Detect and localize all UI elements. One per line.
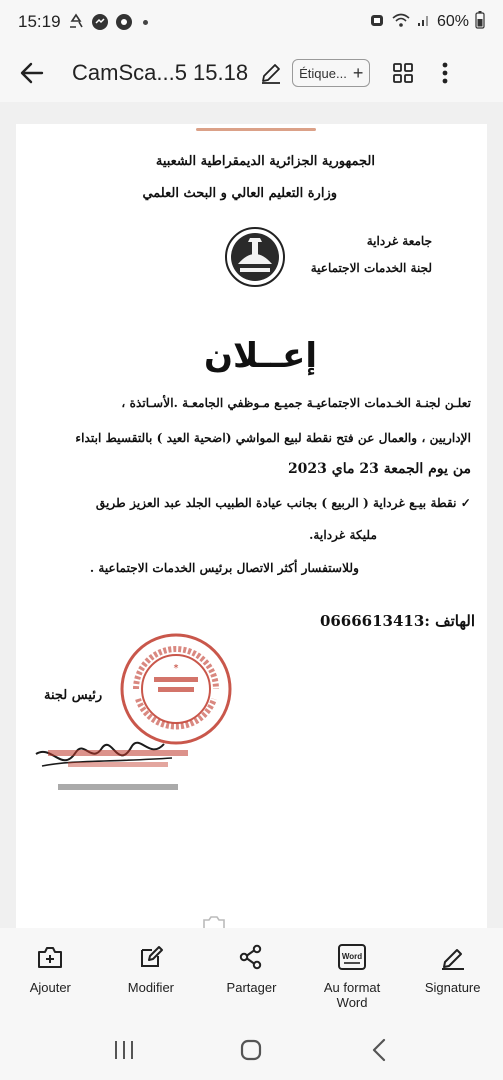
page-top-mark [196, 128, 316, 131]
document-title[interactable]: CamSca...5 15.18 [72, 60, 249, 85]
edit-label: Modifier [127, 980, 175, 995]
home-icon[interactable] [231, 1030, 271, 1070]
wifi-icon [391, 12, 411, 33]
share-button[interactable] [201, 928, 302, 1020]
alarm-icon [369, 12, 385, 33]
signature-button[interactable] [402, 928, 503, 1020]
add-label: Ajouter [29, 980, 71, 995]
body-line: وللاستفسار أكثر الاتصال برئيس الخدمات الاجتماعية . [89, 561, 359, 575]
next-page-preview [16, 898, 487, 928]
back-arrow-icon[interactable] [20, 56, 54, 90]
grid-view-icon[interactable] [390, 60, 416, 86]
svg-text:*: * [173, 663, 179, 674]
signature-title: رئيس لجنة [44, 688, 103, 703]
edit-button[interactable] [101, 928, 202, 1020]
word-icon [337, 942, 367, 972]
recycle-icon [67, 13, 85, 31]
battery-icon [475, 11, 485, 34]
app-bar [0, 44, 503, 102]
more-options-icon[interactable] [436, 60, 454, 86]
signature-stamp-icon [38, 744, 198, 804]
messenger-icon [91, 13, 109, 31]
app-notification-icon [115, 13, 133, 31]
body-line: الإداريين ، والعمال عن فتح نقطة لبيع المواشي (اضحية العيد ) بالتقسيط ابتداء [75, 431, 471, 445]
edit-icon [136, 942, 166, 972]
body-line: تعلـن لجنـة الخـدمات الاجتماعيـة جميـع مـوظفي الجامعـة .الأسـاتذة ، [121, 396, 471, 410]
header-republic: الجمهورية الجزائرية الديمقراطية الشعبية [155, 154, 375, 169]
word-format-button[interactable] [302, 928, 403, 1020]
add-photo-icon [35, 942, 65, 972]
back-nav-icon[interactable] [359, 1030, 399, 1070]
document-page [16, 124, 487, 928]
committee-name: لجنة الخدمات الاجتماعية [310, 261, 432, 275]
add-tag-icon: + [352, 63, 364, 83]
camera-placeholder-icon [202, 914, 226, 928]
share-icon [236, 942, 266, 972]
signal-icon [417, 13, 431, 32]
signature-label: Signature [424, 980, 481, 995]
university-logo-icon [224, 226, 286, 288]
add-button[interactable] [0, 928, 101, 1020]
system-nav-bar [0, 1020, 503, 1080]
recent-apps-icon[interactable] [104, 1030, 144, 1070]
university-name: جامعة غرداية [366, 234, 432, 248]
document-viewer[interactable] [0, 102, 503, 928]
announcement-title: إعــلان [204, 336, 317, 376]
bottom-toolbar [0, 928, 503, 1020]
more-notifications-dot [143, 20, 148, 25]
status-right [369, 11, 485, 34]
share-label: Partager [226, 980, 277, 995]
tag-chip[interactable] [292, 59, 370, 87]
status-left [18, 12, 148, 32]
body-line: مليكة غرداية. [309, 528, 377, 542]
svg-text:Word: Word [341, 952, 363, 961]
body-line: من يوم الجمعة 23 ماي 2023 [287, 461, 471, 477]
header-ministry: وزارة التعليم العالي و البحث العلمي [142, 186, 337, 201]
status-bar [0, 0, 503, 44]
clock: 15:19 [18, 12, 61, 31]
battery-percent: 60% [436, 13, 469, 30]
rename-pencil-icon[interactable] [258, 60, 284, 86]
signature-icon [438, 942, 468, 972]
body-line: ✓ نقطة بيـع غرداية ( الربيع ) بجانب عيادة الطبيب الجلد عبد العزيز طريق [95, 496, 471, 510]
phone-number: الهاتف :0666613413 [319, 612, 475, 630]
word-format-label: Au format Word [323, 980, 381, 1010]
tag-chip-label: Étique... [299, 65, 347, 81]
